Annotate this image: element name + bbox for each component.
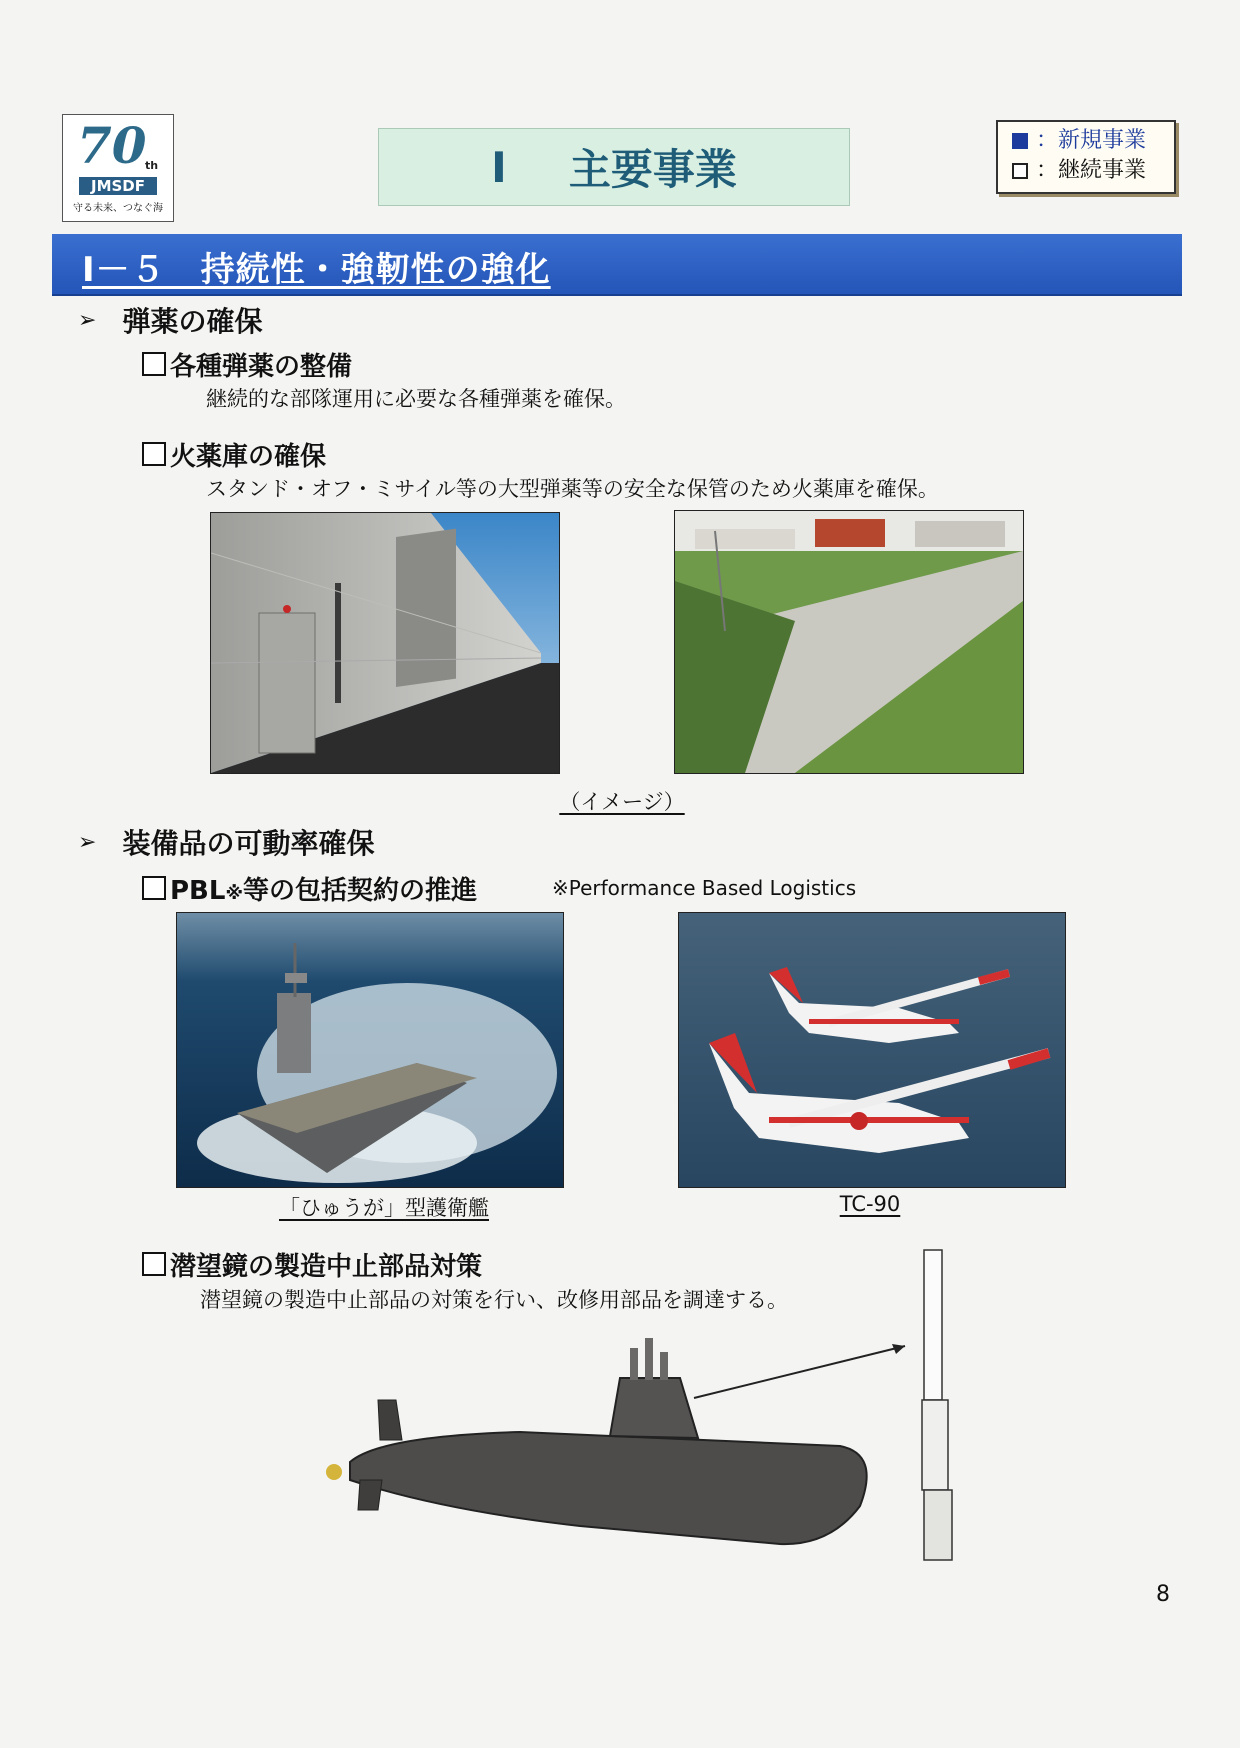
arrow-bullet-icon: ➢ bbox=[78, 307, 97, 333]
filled-square-icon bbox=[1012, 133, 1028, 149]
page-number: 8 bbox=[1156, 1582, 1170, 1607]
checkbox-square-icon bbox=[142, 352, 166, 376]
legend-continuing bbox=[1012, 156, 1174, 186]
page-title-text: 主要事業 bbox=[568, 145, 737, 194]
legend-new bbox=[1012, 126, 1174, 156]
ship-caption: 「ひゅうが」型護衛艦 bbox=[279, 1196, 489, 1220]
logo-abbr: JMSDF bbox=[79, 177, 157, 195]
periscope-title-text: 潜望鏡の製造中止部品対策 bbox=[170, 1252, 483, 1282]
logo-suffix: th bbox=[145, 159, 159, 172]
equipment-heading bbox=[78, 822, 374, 862]
magazine-wall-photo bbox=[210, 512, 560, 774]
magazine-overview-image bbox=[675, 511, 1023, 773]
ammo-sub2-text: スタンド・オフ・ミサイル等の大型弾薬等の安全な保管のため火薬庫を確保。 bbox=[206, 477, 939, 501]
section-title: Ⅰ－５ 持続性・強靭性の強化 bbox=[82, 250, 551, 290]
pbl-title-rest: 等の包括契約の推進 bbox=[242, 876, 477, 906]
magazine-wall-image bbox=[211, 513, 559, 773]
jmsdf-70th-logo bbox=[62, 114, 174, 222]
submarine-periscope-image bbox=[320, 1240, 980, 1590]
arrow-bullet-icon: ➢ bbox=[78, 829, 97, 855]
helicopter-destroyer-image bbox=[177, 913, 563, 1187]
logo-number: 70 bbox=[77, 116, 147, 175]
magazine-overview-photo bbox=[674, 510, 1024, 774]
page-title-roman: Ⅰ bbox=[491, 142, 507, 192]
ship-photo bbox=[176, 912, 564, 1188]
plane-caption: TC-90 bbox=[839, 1192, 901, 1216]
legend-continuing-label: ：継続事業 bbox=[1036, 158, 1147, 183]
pbl-title-main: PBL bbox=[170, 876, 226, 906]
image-caption: （イメージ） bbox=[559, 790, 685, 814]
ammo-sub2-title-text: 火薬庫の確保 bbox=[170, 442, 327, 472]
periscope-text: 潜望鏡の製造中止部品の対策を行い、改修用部品を調達する。 bbox=[200, 1288, 788, 1312]
ammo-heading-text: 弾薬の確保 bbox=[122, 305, 263, 338]
checkbox-square-icon bbox=[142, 442, 166, 466]
equipment-heading-text: 装備品の可動率確保 bbox=[122, 827, 375, 860]
ammo-sub1-title bbox=[142, 346, 352, 383]
submarine-illustration bbox=[320, 1240, 980, 1590]
section-bar bbox=[52, 234, 1182, 296]
plane-photo bbox=[678, 912, 1066, 1188]
ammo-sub1-title-text: 各種弾薬の整備 bbox=[170, 352, 353, 382]
pbl-note: ※Performance Based Logistics bbox=[552, 876, 857, 900]
tc90-aircraft-image bbox=[679, 913, 1065, 1187]
page-title bbox=[378, 128, 850, 206]
checkbox-square-icon bbox=[142, 876, 166, 900]
legend-box bbox=[996, 120, 1176, 194]
ammo-heading bbox=[78, 300, 262, 340]
legend-new-label: ：新規事業 bbox=[1036, 128, 1147, 153]
pbl-title-mark: ※ bbox=[225, 883, 243, 904]
logo-tagline: 守る未来、つなぐ海 bbox=[73, 203, 163, 214]
ammo-sub2-title bbox=[142, 436, 326, 473]
pbl-title bbox=[142, 870, 477, 907]
checkbox-square-icon bbox=[142, 1252, 166, 1276]
ammo-sub1-text: 継続的な部隊運用に必要な各種弾薬を確保。 bbox=[206, 387, 626, 411]
empty-square-icon bbox=[1012, 163, 1028, 179]
